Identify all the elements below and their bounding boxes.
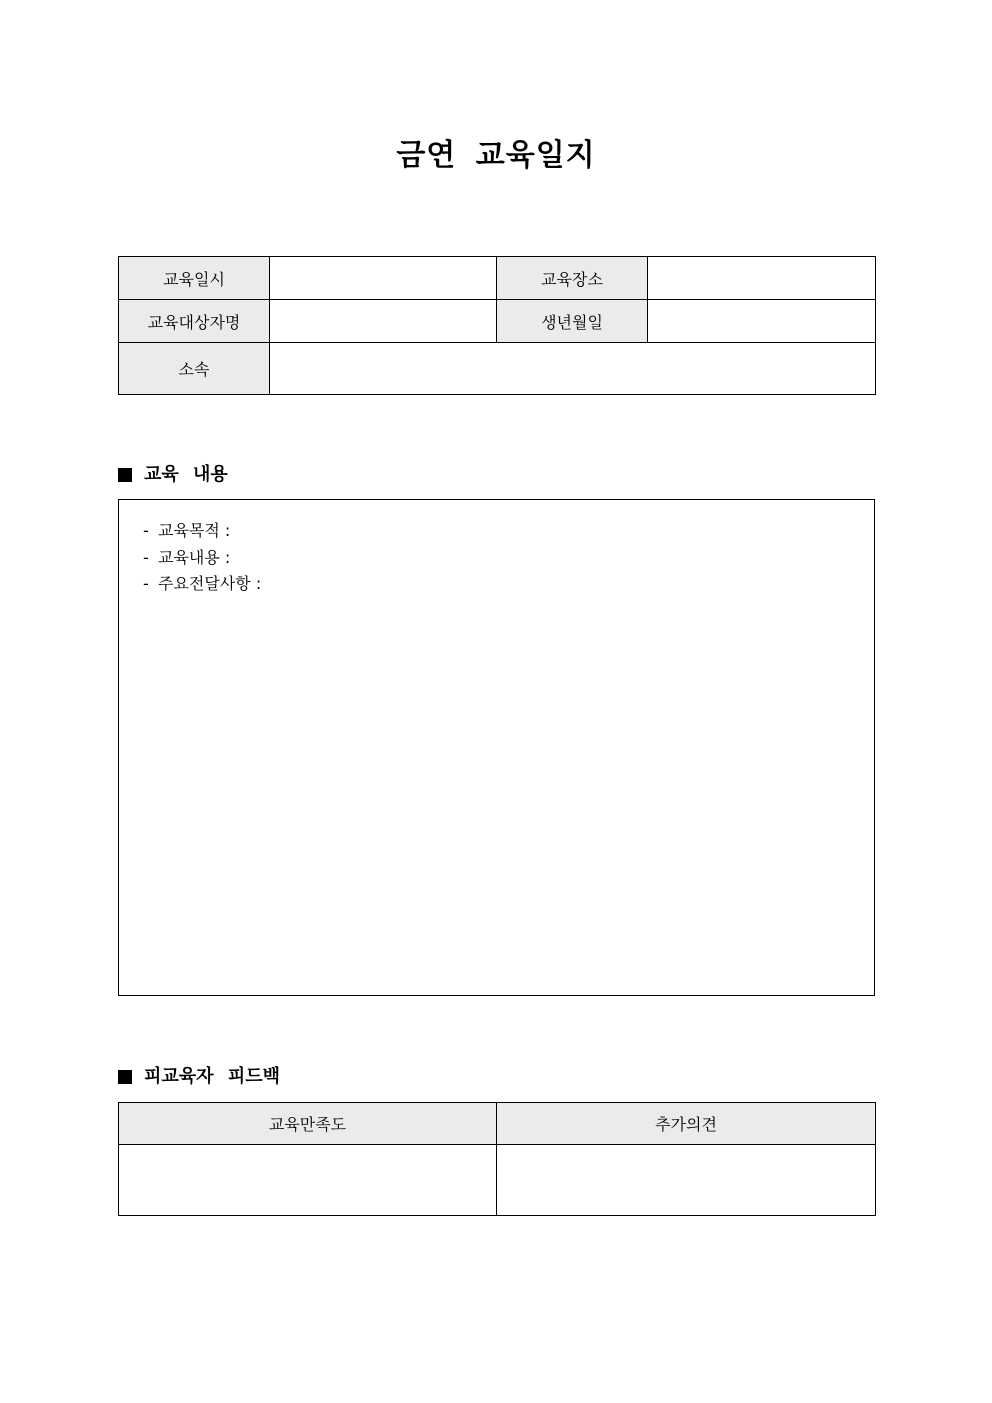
list-item bbox=[143, 571, 874, 598]
birth-date-label: 생년월일 bbox=[497, 300, 648, 343]
education-content-box[interactable] bbox=[118, 499, 875, 996]
key-message-label: 주요전달사항 : bbox=[158, 574, 262, 593]
table-row bbox=[119, 1103, 876, 1145]
affiliation-field[interactable] bbox=[270, 343, 876, 395]
education-date-label: 교육일시 bbox=[119, 257, 270, 300]
additional-opinion-label: 추가의견 bbox=[497, 1103, 876, 1145]
birth-date-field[interactable] bbox=[648, 300, 876, 343]
affiliation-label: 소속 bbox=[119, 343, 270, 395]
dash-marker: - bbox=[143, 521, 149, 540]
square-bullet-icon bbox=[118, 1070, 132, 1084]
page-title: 금연 교육일지 bbox=[396, 138, 596, 173]
table-row bbox=[119, 1145, 876, 1216]
trainee-feedback-heading-text: 피교육자 피드백 bbox=[144, 1066, 280, 1087]
square-bullet-icon bbox=[118, 468, 132, 482]
education-place-label: 교육장소 bbox=[497, 257, 648, 300]
target-name-label: 교육대상자명 bbox=[119, 300, 270, 343]
education-content-list bbox=[119, 500, 874, 598]
education-content-label: 교육내용 : bbox=[158, 547, 231, 567]
trainee-feedback-table bbox=[118, 1102, 876, 1216]
education-content-heading bbox=[118, 463, 228, 487]
education-info-table bbox=[118, 256, 876, 395]
satisfaction-label: 교육만족도 bbox=[119, 1103, 497, 1145]
target-name-field[interactable] bbox=[270, 300, 497, 343]
table-row bbox=[119, 257, 876, 300]
trainee-feedback-heading bbox=[118, 1065, 280, 1089]
list-item bbox=[143, 518, 874, 545]
satisfaction-field[interactable] bbox=[119, 1145, 497, 1216]
dash-marker: - bbox=[143, 574, 149, 593]
education-place-field[interactable] bbox=[648, 257, 876, 300]
table-row bbox=[119, 300, 876, 343]
dash-marker: - bbox=[143, 547, 149, 567]
education-date-field[interactable] bbox=[270, 257, 497, 300]
education-content-heading-text: 교육 내용 bbox=[144, 464, 228, 485]
table-row bbox=[119, 343, 876, 395]
list-item bbox=[143, 545, 874, 572]
education-purpose-label: 교육목적 : bbox=[158, 521, 231, 540]
additional-opinion-field[interactable] bbox=[497, 1145, 876, 1216]
